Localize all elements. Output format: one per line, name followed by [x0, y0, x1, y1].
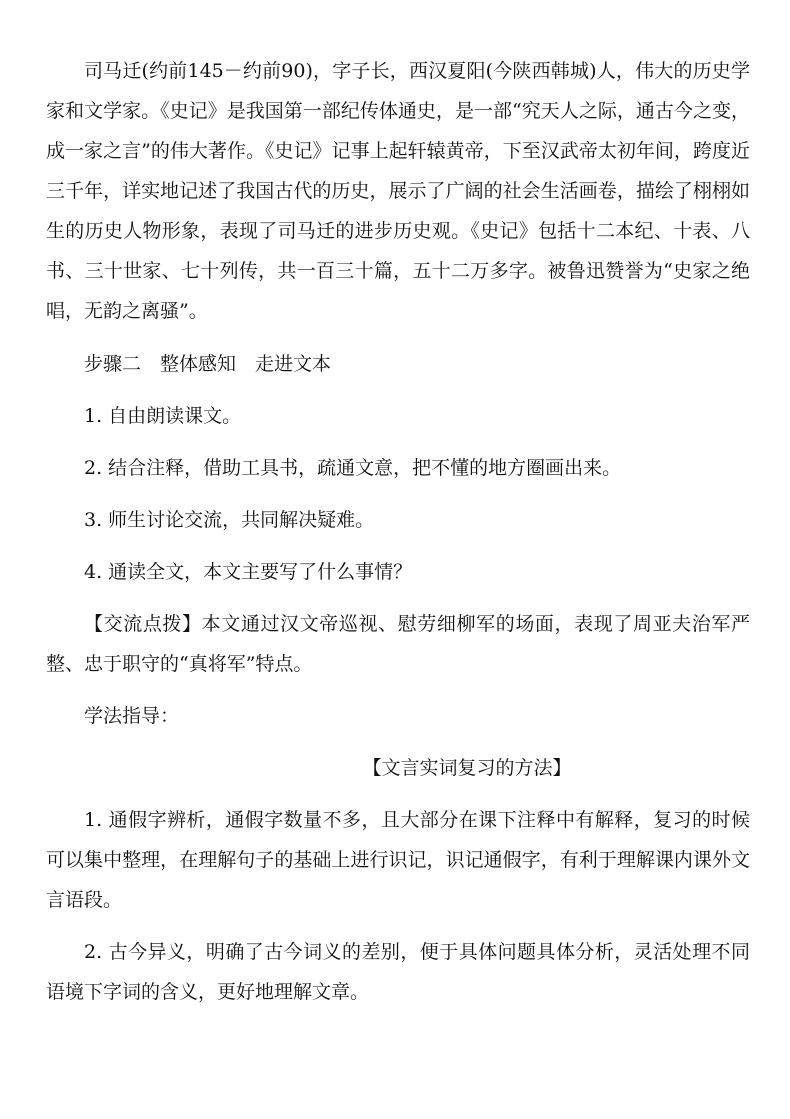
method-item-1: 1. 通假字辨析，通假字数量不多，且大部分在课下注释中有解释，复习的时候可以集中整理，在理解句子的基础上进行识记，识记通假字，有利于理解课内课外文言语段。: [46, 809, 750, 911]
step-item-2: 2. 结合注释，借助工具书，疏通文意，把不懂的地方圈画出来。: [84, 457, 622, 479]
intro-paragraph: 司马迁(约前145－约前90)，字子长，西汉夏阳(今陕西韩城)人，伟大的历史学家和文学家。《史记》是我国第一部纪传体通史，是一部“究天人之际，通古今之变，成一家之言”的伟大著作。《史记》记事上起轩辕黄帝，下至汉武帝太初年间，跨度近三千年，详实地记述了我国古代的历史，展示了广阔的社会生活画卷，描绘了栩栩如生的历史人物形象，表现了司马迁的进步历史观。《史记》包括十二本纪、十表、八书、三十世家、七十列传，共一百三十篇，五十二万多字。被鲁迅赞誉为“史家之绝唱，无韵之离骚”。: [46, 60, 750, 322]
step-item-1: 1. 自由朗读课文。: [84, 405, 242, 427]
step-heading: 步骤二 整体感知 走进文本: [84, 353, 332, 375]
step-item-4: 4. 通读全文，本文主要写了什么事情？: [84, 561, 413, 583]
method-label: 学法指导：: [84, 705, 180, 727]
exchange-paragraph: 【交流点拨】本文通过汉文帝巡视、慰劳细柳军的场面，表现了周亚夫治军严整、忠于职守的“真将军”特点。: [46, 613, 750, 675]
method-item-2: 2. 古今异义，明确了古今词义的差别，便于具体问题具体分析，灵活处理不同语境下字词的含义，更好地理解文章。: [46, 941, 750, 1003]
method-title: 【文言实词复习的方法】: [362, 757, 572, 779]
step-item-3: 3. 师生讨论交流，共同解决疑难。: [84, 509, 375, 531]
